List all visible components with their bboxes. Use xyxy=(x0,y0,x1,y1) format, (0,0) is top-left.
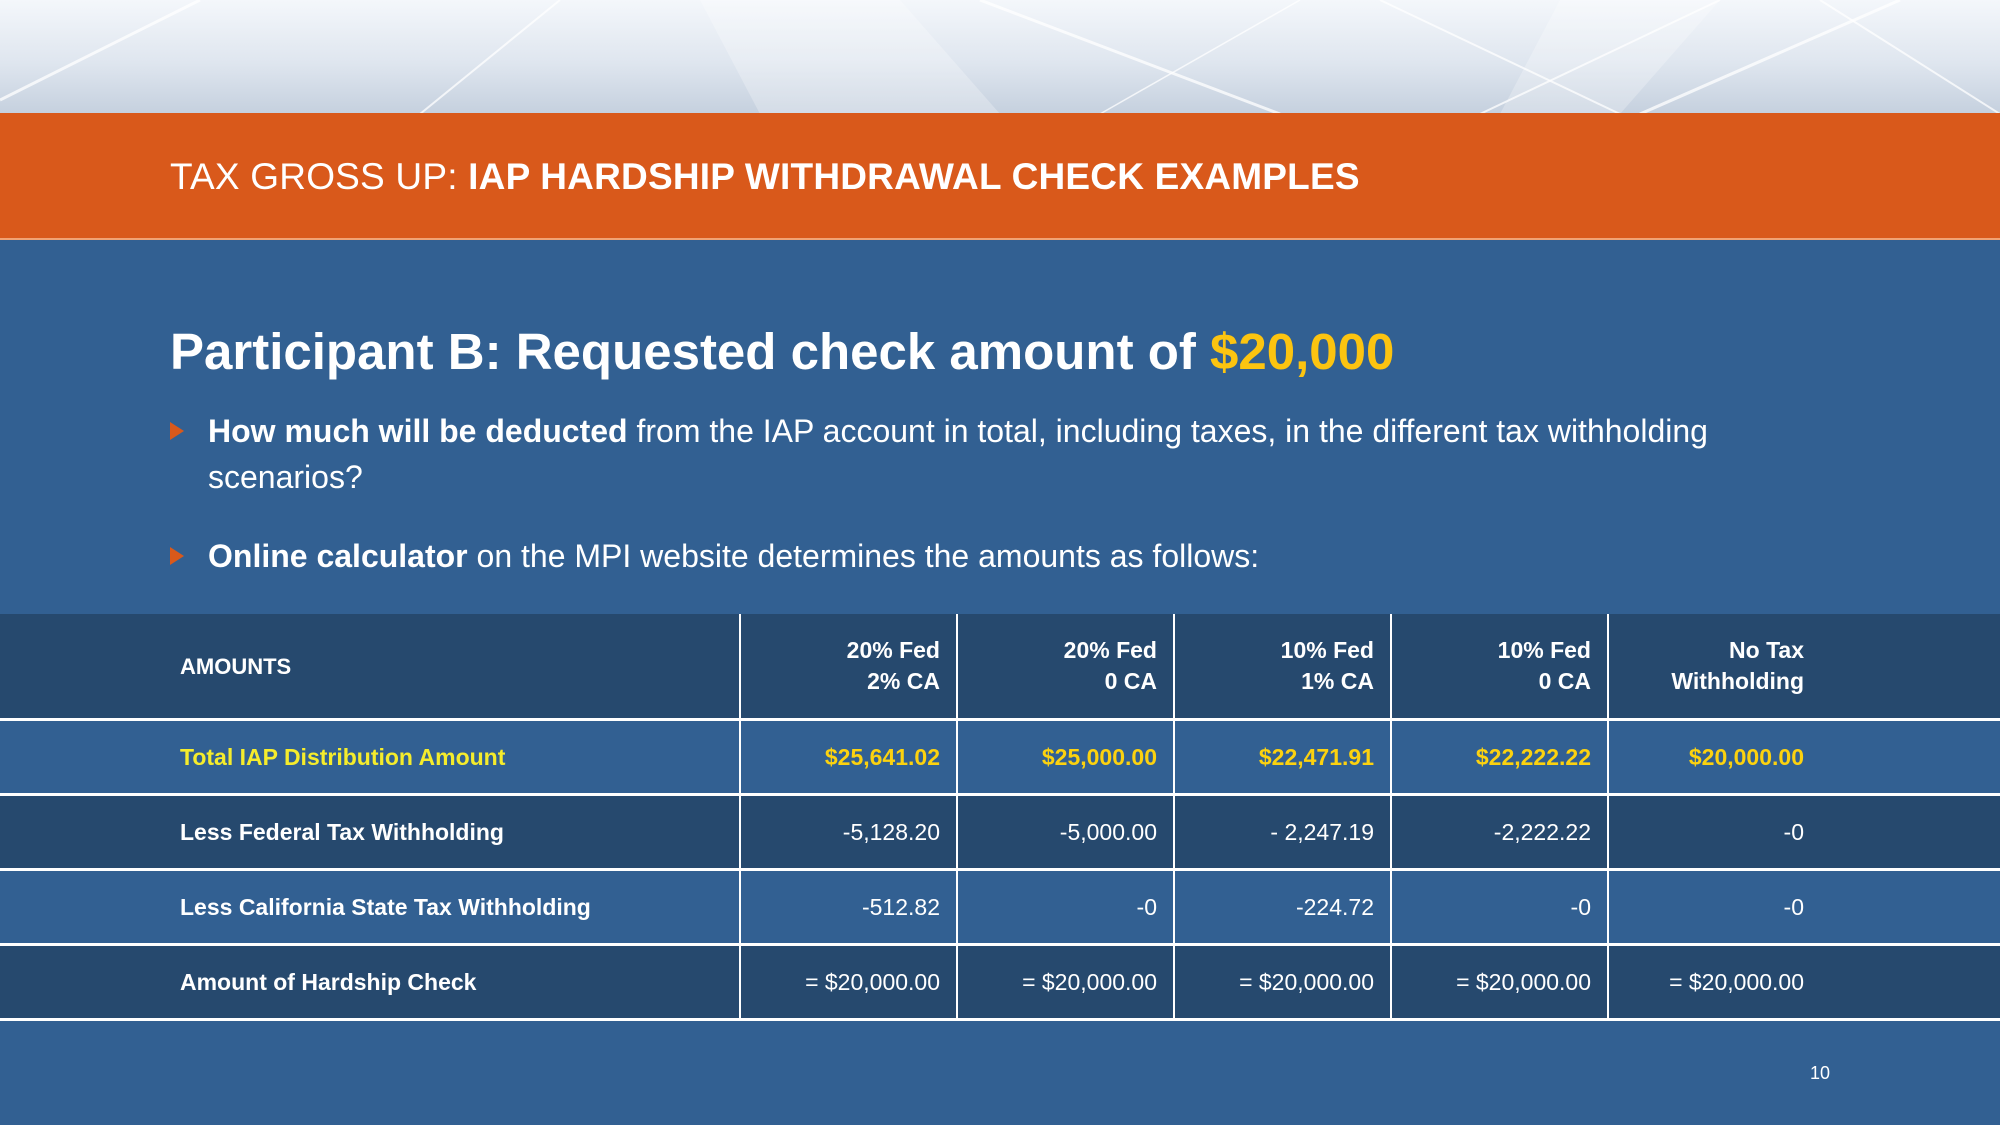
title-prefix: TAX GROSS UP: xyxy=(170,156,469,197)
table-row-hardship-check xyxy=(0,945,2000,1020)
table-row-federal-withholding xyxy=(0,795,2000,870)
column-header-10fed-0ca: 10% Fed 0 CA xyxy=(1391,614,1608,720)
column-header-amounts: AMOUNTS xyxy=(0,614,740,720)
table-cell: $25,641.02 xyxy=(740,720,957,795)
table-cell: -0 xyxy=(1608,795,2000,870)
table-header-row xyxy=(0,614,2000,720)
table-cell: $25,000.00 xyxy=(957,720,1174,795)
amounts-table xyxy=(0,614,2000,1021)
bullet-arrow-icon xyxy=(170,422,184,440)
row-label: Amount of Hardship Check xyxy=(0,945,740,1020)
table-cell: = $20,000.00 xyxy=(1391,945,1608,1020)
table-cell: = $20,000.00 xyxy=(957,945,1174,1020)
table-cell: - 2,247.19 xyxy=(1174,795,1391,870)
table-cell: -5,128.20 xyxy=(740,795,957,870)
table-cell: -0 xyxy=(1608,870,2000,945)
heading-prefix: Participant B: Requested check amount of xyxy=(170,323,1211,380)
bullet-text: on the MPI website determines the amounts as follows: xyxy=(467,538,1260,574)
column-header-20fed-0ca: 20% Fed 0 CA xyxy=(957,614,1174,720)
table-cell: -512.82 xyxy=(740,870,957,945)
table-cell: $22,471.91 xyxy=(1174,720,1391,795)
table-row-total-distribution xyxy=(0,720,2000,795)
table-cell: -0 xyxy=(1391,870,1608,945)
table-cell: $20,000.00 xyxy=(1608,720,2000,795)
table-cell: = $20,000.00 xyxy=(1608,945,2000,1020)
bullet-text: from the IAP account in total, including taxes, in the different tax withholding scenarios? xyxy=(208,413,1708,495)
column-header-10fed-1ca: 10% Fed 1% CA xyxy=(1174,614,1391,720)
bullet-deduction-question xyxy=(170,408,1730,500)
table-cell: -5,000.00 xyxy=(957,795,1174,870)
bullet-online-calculator xyxy=(170,533,1730,579)
row-label: Total IAP Distribution Amount xyxy=(0,720,740,795)
table-cell: = $20,000.00 xyxy=(1174,945,1391,1020)
banner-pattern-icon xyxy=(0,0,2000,114)
table-cell: $22,222.22 xyxy=(1391,720,1608,795)
bullet-bold: How much will be deducted xyxy=(208,413,628,449)
table-cell: -0 xyxy=(957,870,1174,945)
table-row-california-withholding xyxy=(0,870,2000,945)
table-cell: -2,222.22 xyxy=(1391,795,1608,870)
participant-heading xyxy=(170,322,1394,381)
column-header-no-tax: No Tax Withholding xyxy=(1608,614,2000,720)
table-cell: -224.72 xyxy=(1174,870,1391,945)
requested-amount: $20,000 xyxy=(1210,323,1395,380)
bullet-arrow-icon xyxy=(170,547,184,565)
page-title xyxy=(170,156,1360,198)
row-label: Less Federal Tax Withholding xyxy=(0,795,740,870)
decorative-banner xyxy=(0,0,2000,114)
row-label: Less California State Tax Withholding xyxy=(0,870,740,945)
title-bold: IAP HARDSHIP WITHDRAWAL CHECK EXAMPLES xyxy=(468,156,1360,197)
table-cell: = $20,000.00 xyxy=(740,945,957,1020)
column-header-20fed-2ca: 20% Fed 2% CA xyxy=(740,614,957,720)
page-number: 10 xyxy=(1810,1063,1831,1083)
bullet-bold: Online calculator xyxy=(208,538,468,574)
